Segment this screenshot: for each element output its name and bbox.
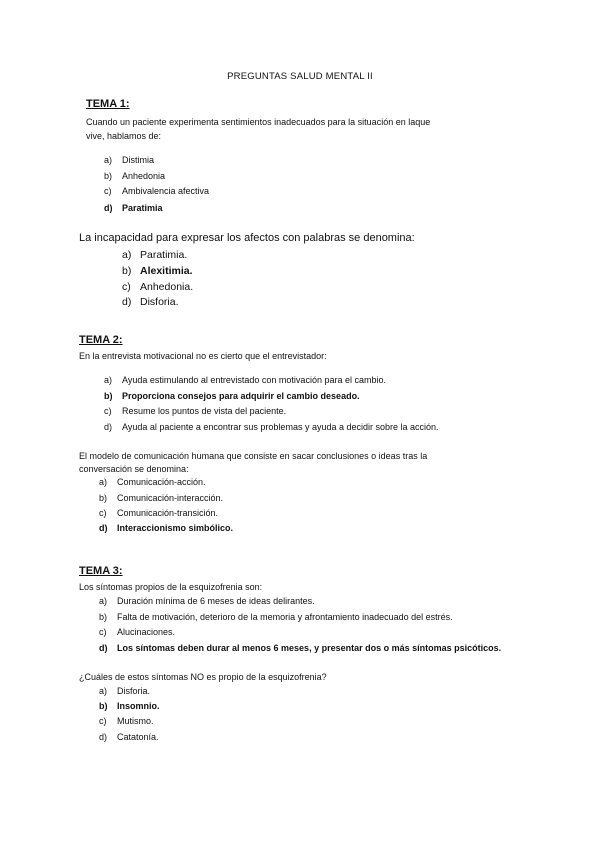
tema1-q1-option-a bbox=[104, 155, 154, 165]
option-letter: a) bbox=[99, 686, 108, 696]
option-text: Distimia bbox=[122, 155, 155, 165]
tema3-q2-line1: ¿Cuáles de estos síntomas NO es propio de la esquizofrenia? bbox=[79, 672, 327, 682]
tema3-q1-option-d-correct bbox=[99, 643, 501, 653]
tema3-q2-option-a bbox=[99, 686, 150, 696]
tema3-q1-line1: Los síntomas propios de la esquizofrenia son: bbox=[79, 582, 263, 592]
option-text: Duración mínima de 6 meses de ideas delirantes. bbox=[117, 596, 315, 606]
tema3-q1-option-a bbox=[99, 596, 315, 606]
option-letter: b) bbox=[99, 493, 108, 503]
option-text: Comunicación-interacción. bbox=[117, 493, 224, 503]
tema3-q2-option-d bbox=[99, 732, 159, 742]
tema1-q2-line1: La incapacidad para expresar los afectos con palabras se denomina: bbox=[79, 232, 415, 244]
option-letter: a) bbox=[104, 155, 113, 165]
option-letter: a) bbox=[99, 477, 108, 487]
option-letter: d) bbox=[104, 203, 113, 213]
tema2-q2-line2: conversación se denomina: bbox=[79, 464, 189, 474]
option-text: Paratimia bbox=[122, 203, 163, 213]
option-text: Catatonía. bbox=[117, 732, 159, 742]
option-text: Insomnio. bbox=[117, 701, 160, 711]
option-text: Ayuda estimulando al entrevistado con motivación para el cambio. bbox=[122, 375, 386, 385]
tema1-q1-line1: Cuando un paciente experimenta sentimientos inadecuados para la situación en laque bbox=[86, 117, 431, 127]
option-letter: b) bbox=[104, 391, 113, 401]
tema2-q2-option-d-correct bbox=[99, 523, 233, 533]
tema2-q1-option-a bbox=[104, 375, 386, 385]
tema1-heading: TEMA 1: bbox=[86, 98, 130, 110]
tema2-q2-option-c bbox=[99, 508, 218, 518]
option-letter: d) bbox=[99, 643, 108, 653]
option-letter: c) bbox=[122, 281, 131, 293]
option-letter: d) bbox=[99, 732, 108, 742]
option-letter: c) bbox=[99, 627, 107, 637]
tema3-q2-option-b-correct bbox=[99, 701, 160, 711]
tema1-q1-line2: vive, hablamos de: bbox=[86, 131, 162, 141]
option-text: Disforia. bbox=[140, 296, 179, 308]
option-letter: b) bbox=[99, 612, 108, 622]
option-text: Ayuda al paciente a encontrar sus problemas y ayuda a decidir sobre la acción. bbox=[122, 422, 439, 432]
tema2-q1-line1: En la entrevista motivacional no es cierto que el entrevistador: bbox=[79, 351, 327, 361]
tema3-q1-option-b bbox=[99, 612, 453, 622]
option-letter: a) bbox=[99, 596, 108, 606]
option-text: Falta de motivación, deterioro de la memoria y afrontamiento inadecuado del estrés. bbox=[117, 612, 453, 622]
tema2-q2-line1: El modelo de comunicación humana que consiste en sacar conclusiones o ideas tras la bbox=[79, 451, 428, 461]
option-letter: a) bbox=[122, 249, 132, 261]
tema3-q2-option-c bbox=[99, 716, 154, 726]
tema2-heading: TEMA 2: bbox=[79, 334, 123, 346]
option-text: Interaccionismo simbólico. bbox=[117, 523, 234, 533]
tema2-q2-option-b bbox=[99, 493, 223, 503]
option-letter: b) bbox=[104, 171, 113, 181]
tema1-q1-option-b bbox=[104, 171, 165, 181]
option-text: Los síntomas deben durar al menos 6 meses, y presentar dos o más síntomas psicóticos. bbox=[117, 643, 502, 653]
tema1-q2-option-b-correct bbox=[122, 265, 193, 277]
option-text: Comunicación-transición. bbox=[117, 508, 219, 518]
option-text: Anhedonia. bbox=[140, 281, 194, 293]
option-letter: b) bbox=[122, 265, 132, 277]
tema2-q1-option-d bbox=[104, 422, 439, 432]
tema2-q1-option-c bbox=[104, 406, 286, 416]
tema2-q1-option-b-correct bbox=[104, 391, 360, 401]
option-letter: c) bbox=[104, 406, 112, 416]
page-title: PREGUNTAS SALUD MENTAL II bbox=[227, 71, 373, 82]
option-letter: d) bbox=[104, 422, 113, 432]
option-text: Proporciona consejos para adquirir el cambio deseado. bbox=[122, 391, 360, 401]
option-letter: d) bbox=[122, 296, 132, 308]
tema3-q1-option-c bbox=[99, 627, 175, 637]
option-text: Alexitimia. bbox=[140, 265, 193, 277]
tema1-q1-option-d-correct bbox=[104, 203, 163, 213]
option-text: Alucinaciones. bbox=[117, 627, 176, 637]
option-text: Disforia. bbox=[117, 686, 151, 696]
tema1-q2-option-c bbox=[122, 281, 193, 293]
option-letter: a) bbox=[104, 375, 113, 385]
option-text: Comunicación-acción. bbox=[117, 477, 206, 487]
option-text: Resume los puntos de vista del paciente. bbox=[122, 406, 287, 416]
option-text: Anhedonia bbox=[122, 171, 166, 181]
tema1-q2-option-a bbox=[122, 249, 187, 261]
tema2-q2-option-a bbox=[99, 477, 206, 487]
option-letter: c) bbox=[104, 186, 112, 196]
option-text: Ambivalencia afectiva bbox=[122, 186, 210, 196]
tema3-heading: TEMA 3: bbox=[79, 565, 123, 577]
tema1-q2-option-d bbox=[122, 296, 179, 308]
tema1-q1-option-c bbox=[104, 186, 209, 196]
option-letter: c) bbox=[99, 508, 107, 518]
option-letter: d) bbox=[99, 523, 108, 533]
option-letter: b) bbox=[99, 701, 108, 711]
option-text: Paratimia. bbox=[140, 249, 188, 261]
option-text: Mutismo. bbox=[117, 716, 154, 726]
option-letter: c) bbox=[99, 716, 107, 726]
